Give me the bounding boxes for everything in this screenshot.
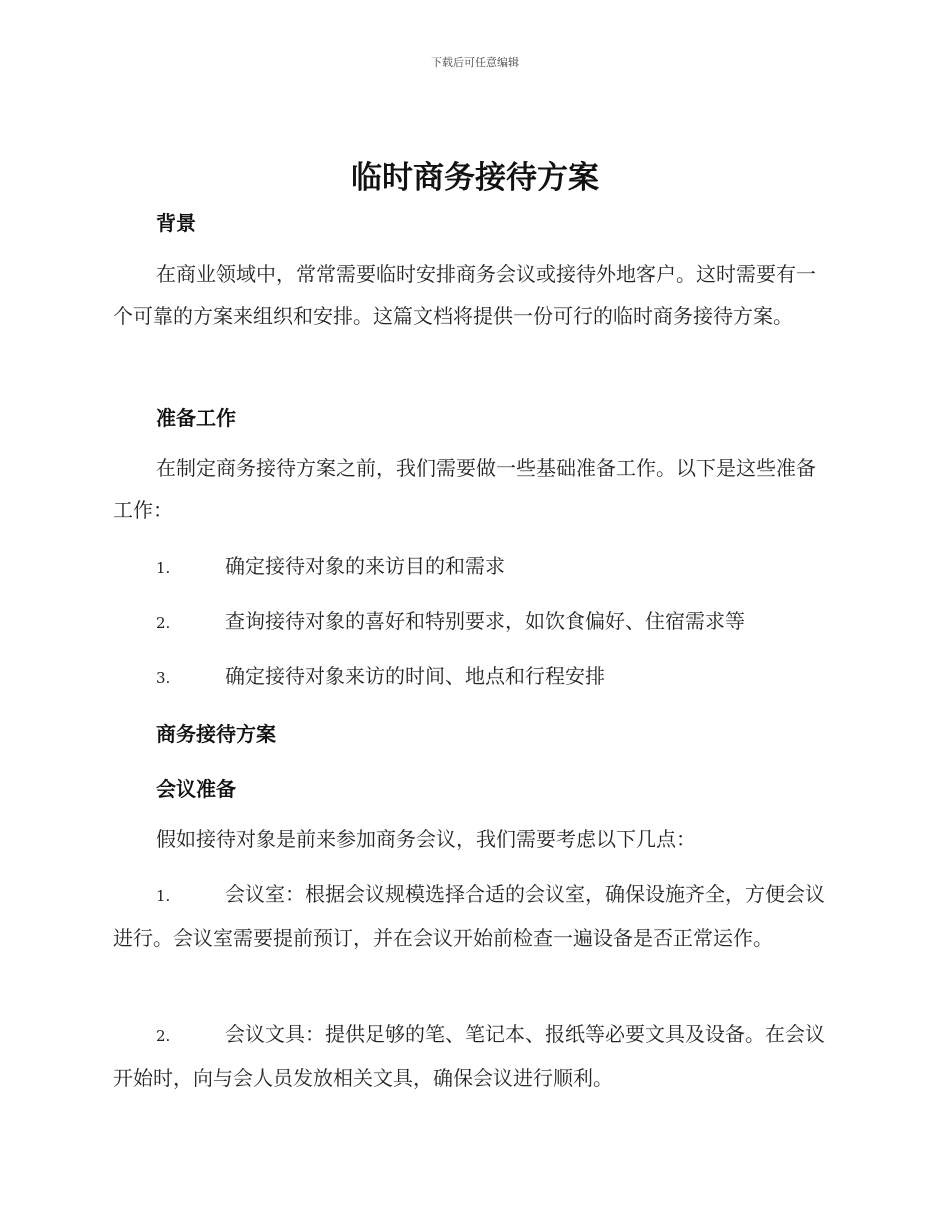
- list-item-number: 3.: [156, 669, 171, 687]
- paragraph-meeting-prep: 假如接待对象是前来参加商务会议，我们需要考虑以下几点：: [156, 827, 696, 851]
- subheading-meeting-prep: 会议准备: [156, 777, 236, 801]
- list-item-text: 会议文具：提供足够的笔、笔记本、报纸等必要文具及设备。在会议开始时，向与会人员发放相关文具，确保会议进行顺利。: [113, 1022, 825, 1090]
- list-item: [113, 1013, 833, 1099]
- list-item: [156, 600, 833, 644]
- list-item-number: 2.: [156, 1027, 171, 1045]
- paragraph-preparation: 在制定商务接待方案之前，我们需要做一些基础准备工作。以下是这些准备工作：: [113, 456, 816, 522]
- paragraph-background: 在商业领域中，常常需要临时安排商务会议或接待外地客户。这时需要有一个可靠的方案来组织和安排。这篇文档将提供一份可行的临时商务接待方案。: [113, 262, 816, 328]
- heading-background: 背景: [156, 211, 196, 235]
- heading-preparation: 准备工作: [156, 406, 236, 430]
- list-item-number: 1.: [156, 887, 171, 905]
- list-item: [113, 873, 833, 959]
- list-item-text: 确定接待对象来访的时间、地点和行程安排: [225, 664, 605, 688]
- list-item-number: 1.: [156, 559, 171, 577]
- list-item: [156, 545, 833, 589]
- list-item-number: 2.: [156, 614, 171, 632]
- list-item-text: 查询接待对象的喜好和特别要求，如饮食偏好、住宿需求等: [225, 609, 745, 633]
- list-item: [156, 655, 833, 699]
- list-item-text: 会议室：根据会议规模选择合适的会议室，确保设施齐全，方便会议进行。会议室需要提前预订，并在会议开始前检查一遍设备是否正常运作。: [113, 882, 825, 950]
- heading-business-plan: 商务接待方案: [156, 722, 276, 746]
- list-item-text: 确定接待对象的来访目的和需求: [225, 554, 505, 578]
- document-title: 临时商务接待方案: [351, 160, 599, 196]
- page-header-note: 下载后可任意编辑: [431, 56, 519, 69]
